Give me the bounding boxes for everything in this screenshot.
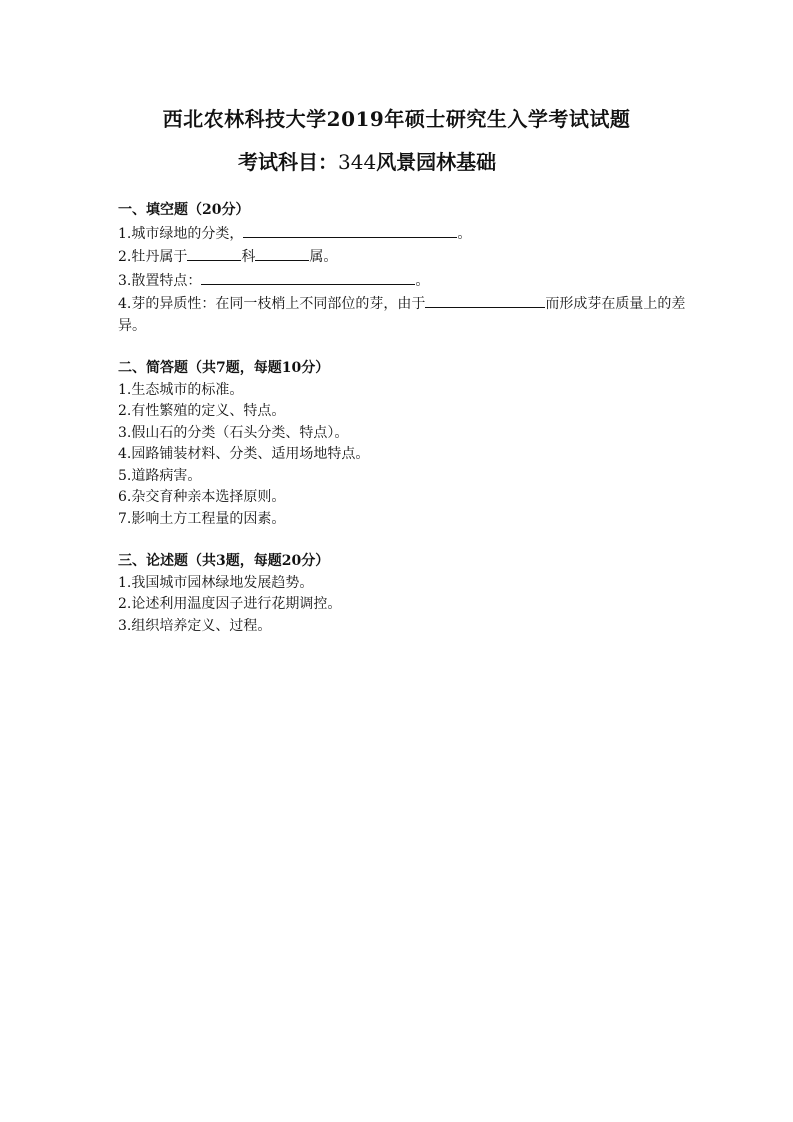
question-text: 1.城市绿地的分类， [118, 225, 244, 242]
question-item: 2.论述利用温度因子进行花期调控。 [118, 596, 342, 612]
section-short-answer [118, 358, 688, 530]
question-item: 2.有性繁殖的定义、特点。 [118, 403, 286, 419]
question-text: 3.散置特点： [118, 272, 202, 289]
section-heading: 三、论述题（共3题，每题20分） [118, 553, 330, 569]
subject-code: 344 [338, 150, 377, 174]
answer-blank [243, 222, 457, 238]
question-item: 6.杂交育种亲本选择原则。 [118, 489, 286, 505]
exam-content [118, 200, 688, 658]
answer-blank [255, 245, 309, 261]
question-4 [118, 292, 688, 337]
exam-title: 西北农林科技大学2019年硕士研究生入学考试试题 [162, 107, 631, 131]
answer-blank [201, 269, 415, 285]
question-text-end: 属。 [309, 249, 338, 265]
subject-name: 风景园林基础 [376, 150, 497, 174]
question-2 [118, 245, 688, 269]
answer-blank [425, 292, 545, 308]
question-item: 4.园路铺装材料、分类、适用场地特点。 [118, 446, 370, 462]
question-item: 3.假山石的分类（石头分类、特点）。 [118, 424, 349, 441]
question-text-end: 。 [415, 272, 430, 289]
question-item: 7.影响土方工程量的因素。 [118, 510, 286, 527]
question-item: 1.我国城市园林绿地发展趋势。 [118, 574, 314, 591]
section-essay [118, 551, 688, 637]
question-text: 4.芽的异质性：在同一枝梢上不同部位的芽，由于 [118, 296, 426, 312]
question-3 [118, 269, 688, 293]
subject-label: 考试科目： [238, 150, 338, 174]
section-heading: 一、填空题（20分） [118, 202, 250, 218]
question-1 [118, 222, 688, 246]
question-text-end: 。 [457, 225, 472, 242]
question-text-end: 而形成芽在质量上的差异。 [118, 296, 686, 334]
question-item: 5.道路病害。 [118, 467, 202, 484]
section-heading: 二、简答题（共7题，每题10分） [118, 360, 330, 376]
question-text-middle: 科 [241, 249, 256, 265]
question-text: 2.牡丹属于 [118, 249, 188, 265]
exam-subject [238, 146, 496, 175]
answer-blank [187, 245, 241, 261]
question-item: 1.生态城市的标准。 [118, 381, 244, 398]
question-item: 3.组织培养定义、过程。 [118, 617, 272, 634]
section-fill-in-blank [118, 200, 688, 337]
